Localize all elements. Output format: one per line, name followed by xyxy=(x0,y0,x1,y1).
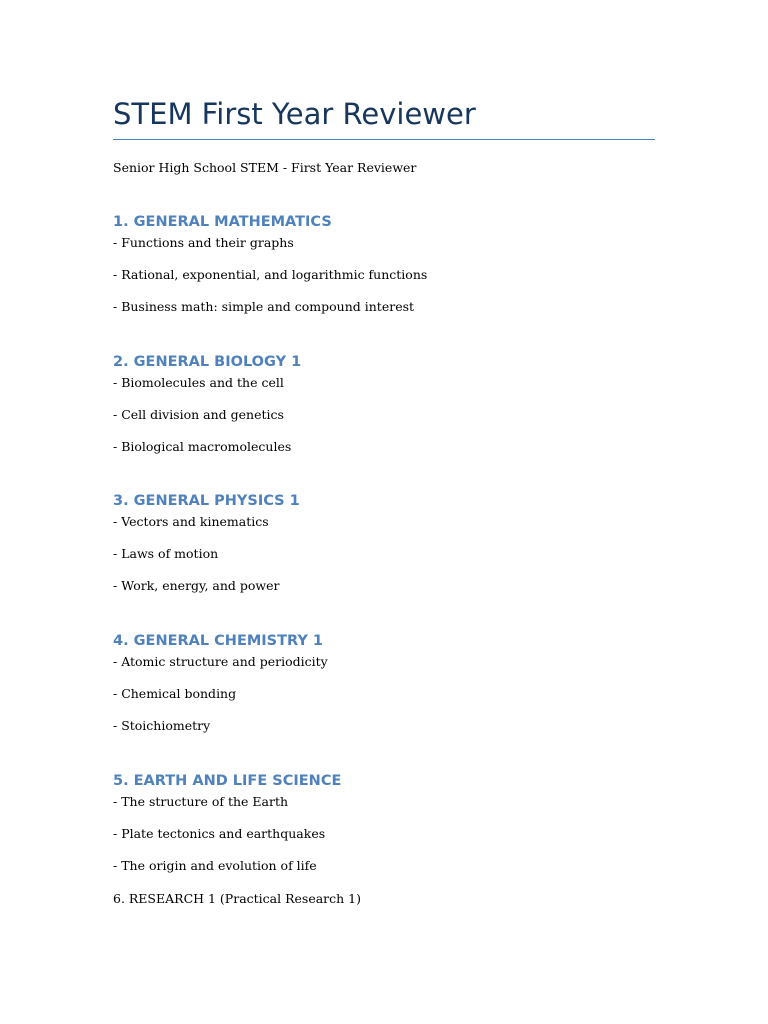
section-item: - Work, energy, and power xyxy=(113,578,280,593)
section-item: - Laws of motion xyxy=(113,546,219,561)
section-heading: 1. GENERAL MATHEMATICS xyxy=(113,214,332,230)
section-item: - Chemical bonding xyxy=(113,686,237,701)
document-subtitle: Senior High School STEM - First Year Reviewer xyxy=(113,160,417,175)
section-heading: 2. GENERAL BIOLOGY 1 xyxy=(113,354,302,370)
section-general-chemistry-1 xyxy=(113,631,328,735)
section-item: - Stoichiometry xyxy=(113,718,211,733)
section-item: - Atomic structure and periodicity xyxy=(113,654,328,669)
section-item: - The structure of the Earth xyxy=(113,794,289,809)
title-underline-rule xyxy=(113,139,655,140)
section-item: - Functions and their graphs xyxy=(113,235,294,250)
section-item: - Rational, exponential, and logarithmic functions xyxy=(113,267,428,282)
section-general-biology-1 xyxy=(113,352,301,456)
section-item: - Biomolecules and the cell xyxy=(113,375,284,390)
section-earth-and-life-science xyxy=(113,771,341,875)
section-item: - Biological macromolecules xyxy=(113,439,292,454)
section-heading: 4. GENERAL CHEMISTRY 1 xyxy=(113,633,324,649)
section-item: - Plate tectonics and earthquakes xyxy=(113,826,326,841)
research-line: 6. RESEARCH 1 (Practical Research 1) xyxy=(113,891,361,906)
section-item: - Business math: simple and compound interest xyxy=(113,299,415,314)
section-general-mathematics xyxy=(113,212,427,316)
section-item: - Vectors and kinematics xyxy=(113,514,269,529)
section-item: - The origin and evolution of life xyxy=(113,858,317,873)
document-title: STEM First Year Reviewer xyxy=(113,97,476,131)
section-item: - Cell division and genetics xyxy=(113,407,284,422)
section-heading: 5. EARTH AND LIFE SCIENCE xyxy=(113,773,342,789)
section-heading: 3. GENERAL PHYSICS 1 xyxy=(113,493,300,509)
section-general-physics-1 xyxy=(113,491,300,595)
